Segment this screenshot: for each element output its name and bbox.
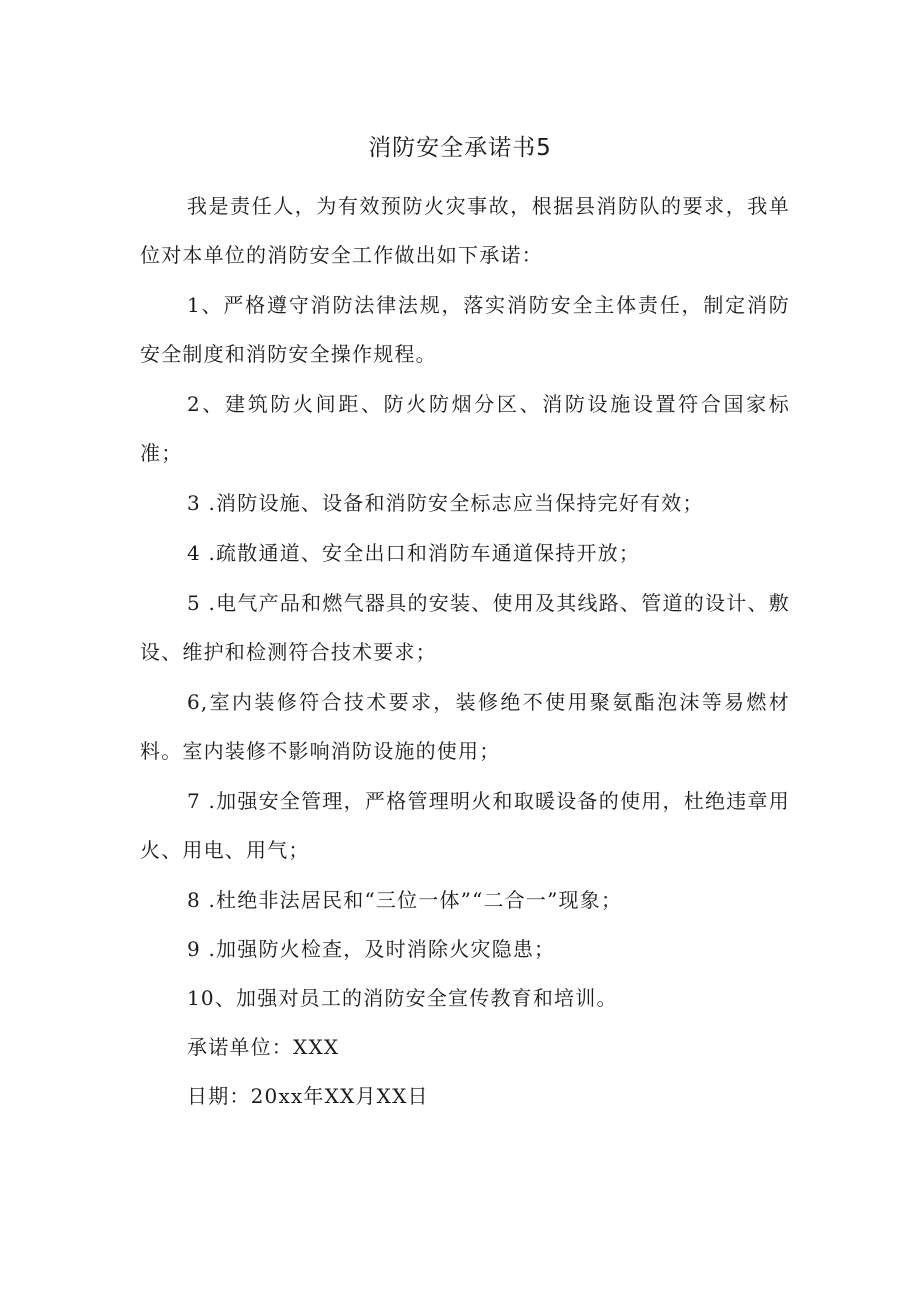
paragraph-item-4: 4 .疏散通道、安全出口和消防车通道保持开放； [187, 541, 641, 565]
paragraph-item-7: 7 .加强安全管理，严格管理明火和取暖设备的使用，杜绝违章用火、用电、用气； [140, 789, 790, 862]
paragraph-item-9: 9 .加强防火检查，及时消除火灾隐患； [187, 937, 556, 961]
paragraph-item-6: 6,室内装修符合技术要求，装修绝不使用聚氨酯泡沫等易燃材料。室内装修不影响消防设施的使用； [140, 690, 790, 763]
paragraph-item-1: 1、严格遵守消防法律法规，落实消防安全主体责任，制定消防安全制度和消防安全操作规程。 [140, 293, 790, 366]
paragraph-item-8: 8 .杜绝非法居民和“三位一体”“二合一”现象； [187, 888, 623, 912]
paragraph-item-5: 5 .电气产品和燃气器具的安装、使用及其线路、管道的设计、敷设、维护和检测符合技术要求； [140, 591, 790, 664]
document-title: 消防安全承诺书5 [368, 135, 552, 161]
signature-unit: 承诺单位：XXX [187, 1035, 340, 1059]
paragraph-intro: 我是责任人，为有效预防火灾事故，根据县消防队的要求，我单位对本单位的消防安全工作做出如下承诺： [140, 194, 790, 267]
document-body [140, 182, 790, 1121]
signature-date: 日期：20xx年XX月XX日 [187, 1084, 429, 1108]
paragraph-item-2: 2、建筑防火间距、防火防烟分区、消防设施设置符合国家标准； [140, 392, 790, 465]
paragraph-item-3: 3 .消防设施、设备和消防安全标志应当保持完好有效； [187, 491, 704, 515]
paragraph-item-10: 10、加强对员工的消防安全宣传教育和培训。 [187, 986, 618, 1010]
